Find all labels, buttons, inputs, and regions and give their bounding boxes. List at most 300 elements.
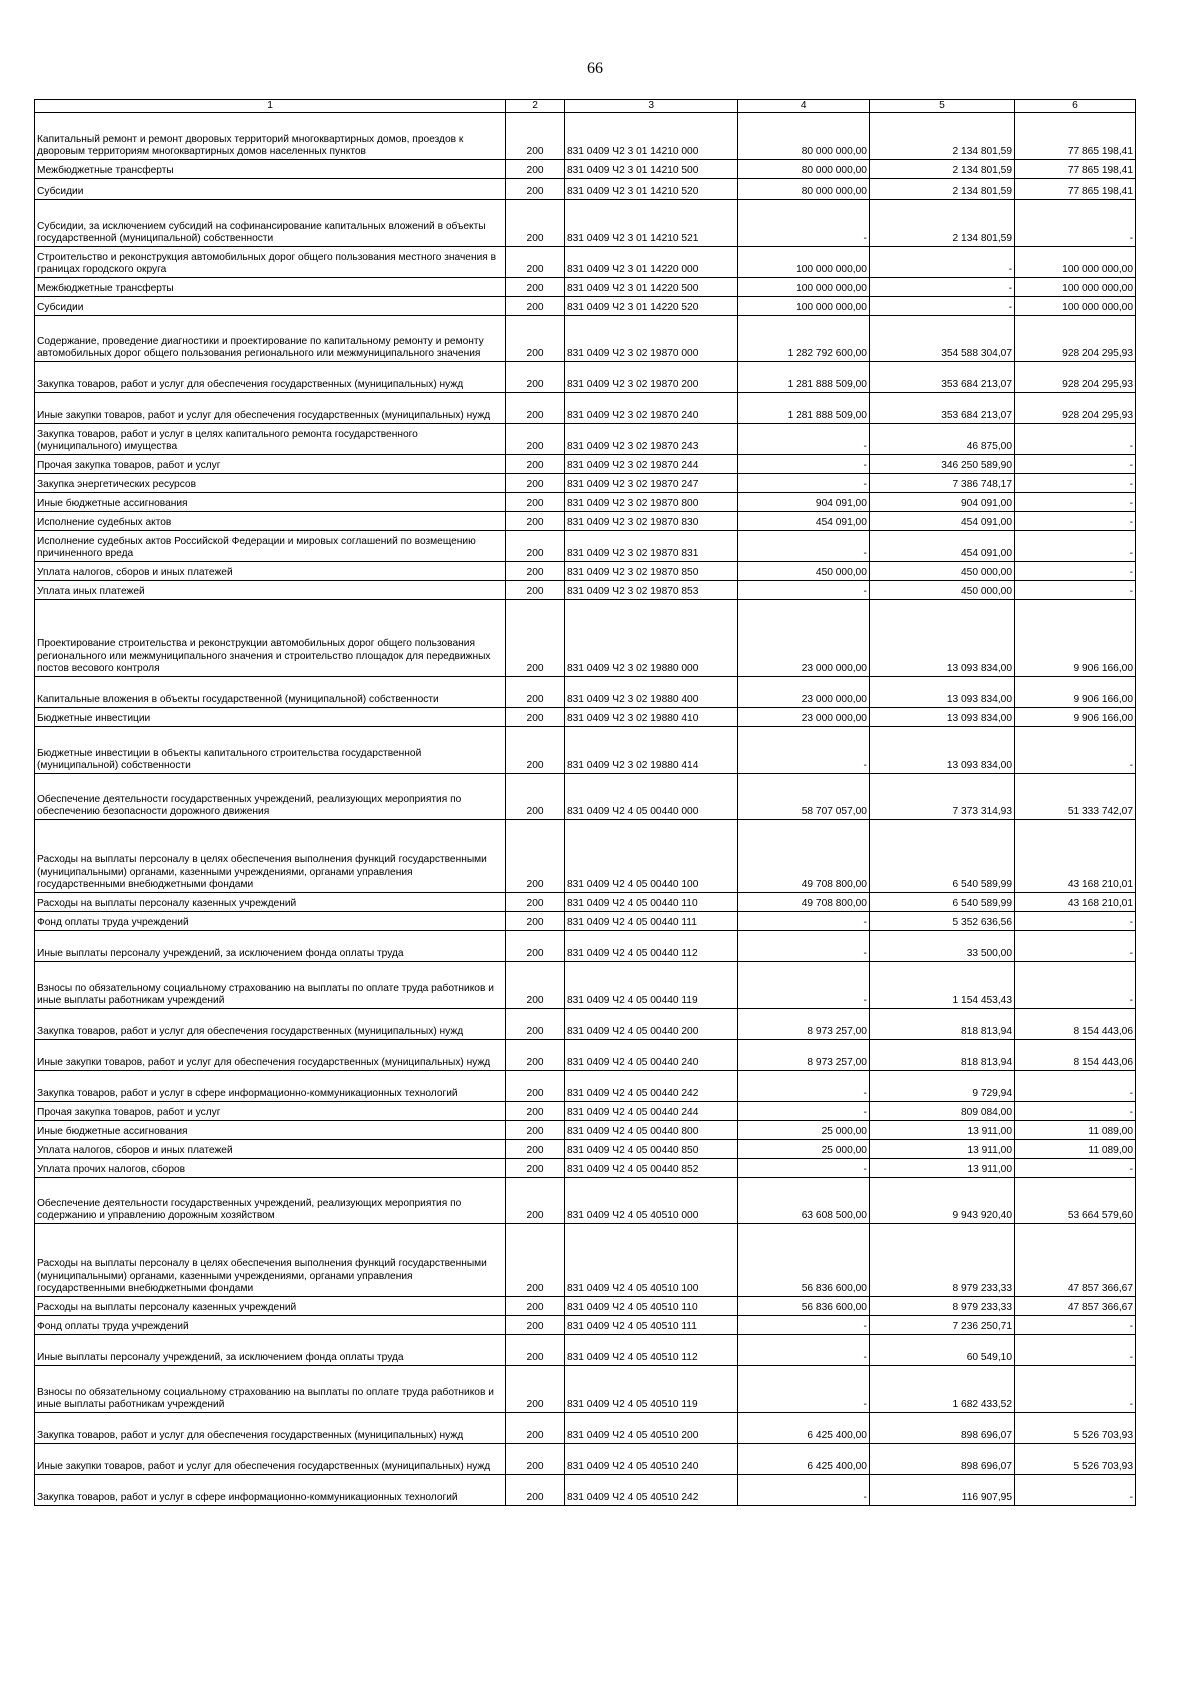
column-header: 1 [35,100,506,113]
row-admin-code: 200 [506,708,565,727]
row-name: Иные выплаты персоналу учреждений, за исключением фонда оплаты труда [35,1335,506,1366]
row-approved-amount: - [738,962,869,1009]
page-number: 66 [587,60,603,77]
row-unexecuted-amount: 100 000 000,00 [1015,278,1136,297]
row-unexecuted-amount: - [1015,581,1136,600]
table-header [35,100,1136,113]
row-unexecuted-amount: 100 000 000,00 [1015,297,1136,316]
row-unexecuted-amount: 9 906 166,00 [1015,600,1136,677]
row-admin-code: 200 [506,962,565,1009]
table-row [35,1413,1136,1444]
row-admin-code: 200 [506,424,565,455]
row-unexecuted-amount: 43 168 210,01 [1015,893,1136,912]
row-executed-amount: 60 549,10 [869,1335,1014,1366]
row-name: Бюджетные инвестиции в объекты капитального строительства государственной (муниципальной) собственности [35,727,506,774]
row-name: Закупка товаров, работ и услуг для обеспечения государственных (муниципальных) нужд [35,1413,506,1444]
table-row [35,1040,1136,1071]
row-approved-amount: - [738,912,869,931]
row-executed-amount: 809 084,00 [869,1102,1014,1121]
row-executed-amount: 904 091,00 [869,493,1014,512]
row-unexecuted-amount: - [1015,562,1136,581]
row-name: Закупка товаров, работ и услуг в сфере информационно-коммуникационных технологий [35,1071,506,1102]
row-executed-amount: - [869,247,1014,278]
row-admin-code: 200 [506,1102,565,1121]
row-unexecuted-amount: - [1015,1159,1136,1178]
table-row [35,581,1136,600]
table-row [35,1121,1136,1140]
row-unexecuted-amount: - [1015,1335,1136,1366]
row-admin-code: 200 [506,912,565,931]
table-row [35,1178,1136,1224]
row-admin-code: 200 [506,474,565,493]
table-row [35,893,1136,912]
row-admin-code: 200 [506,1475,565,1506]
row-name: Взносы по обязательному социальному страхованию на выплаты по оплате труда работников и иные выплаты работникам учреждений [35,962,506,1009]
row-unexecuted-amount: - [1015,493,1136,512]
row-budget-code: 831 0409 Ч2 4 05 40510 112 [564,1335,738,1366]
row-executed-amount: 354 588 304,07 [869,316,1014,362]
table-row [35,727,1136,774]
row-executed-amount: 346 250 589,90 [869,455,1014,474]
column-header: 5 [869,100,1014,113]
table-row [35,708,1136,727]
table-row [35,912,1136,931]
row-executed-amount: 898 696,07 [869,1444,1014,1475]
row-budget-code: 831 0409 Ч2 3 02 19880 414 [564,727,738,774]
table-row [35,247,1136,278]
row-admin-code: 200 [506,179,565,200]
table-row [35,512,1136,531]
row-budget-code: 831 0409 Ч2 3 01 14210 520 [564,179,738,200]
row-unexecuted-amount: - [1015,1316,1136,1335]
row-admin-code: 200 [506,1178,565,1224]
row-executed-amount: 9 943 920,40 [869,1178,1014,1224]
row-admin-code: 200 [506,297,565,316]
row-budget-code: 831 0409 Ч2 3 02 19880 000 [564,600,738,677]
row-executed-amount: 13 093 834,00 [869,727,1014,774]
column-numbers-row [35,100,1136,113]
row-executed-amount: 13 093 834,00 [869,708,1014,727]
row-approved-amount: - [738,1475,869,1506]
row-admin-code: 200 [506,1040,565,1071]
row-budget-code: 831 0409 Ч2 4 05 00440 200 [564,1009,738,1040]
row-unexecuted-amount: 5 526 703,93 [1015,1444,1136,1475]
table-row [35,424,1136,455]
row-approved-amount: - [738,1071,869,1102]
table-row [35,316,1136,362]
table-body [35,113,1136,1506]
row-budget-code: 831 0409 Ч2 3 02 19870 244 [564,455,738,474]
row-name: Прочая закупка товаров, работ и услуг [35,1102,506,1121]
row-executed-amount: 1 682 433,52 [869,1366,1014,1413]
table-row [35,1297,1136,1316]
row-budget-code: 831 0409 Ч2 4 05 40510 110 [564,1297,738,1316]
column-header: 6 [1015,100,1136,113]
row-unexecuted-amount: - [1015,912,1136,931]
row-admin-code: 200 [506,931,565,962]
row-admin-code: 200 [506,1444,565,1475]
row-budget-code: 831 0409 Ч2 3 02 19880 400 [564,677,738,708]
row-budget-code: 831 0409 Ч2 4 05 40510 100 [564,1224,738,1297]
row-executed-amount: 2 134 801,59 [869,200,1014,247]
row-executed-amount: 13 911,00 [869,1121,1014,1140]
row-name: Иные закупки товаров, работ и услуг для обеспечения государственных (муниципальных) нужд [35,1444,506,1475]
row-budget-code: 831 0409 Ч2 4 05 40510 200 [564,1413,738,1444]
table-row [35,1102,1136,1121]
row-name: Уплата налогов, сборов и иных платежей [35,562,506,581]
row-executed-amount: 1 154 453,43 [869,962,1014,1009]
row-admin-code: 200 [506,316,565,362]
row-admin-code: 200 [506,1335,565,1366]
row-admin-code: 200 [506,160,565,179]
table-row [35,931,1136,962]
row-name: Уплата иных платежей [35,581,506,600]
row-budget-code: 831 0409 Ч2 3 02 19870 850 [564,562,738,581]
table-row [35,962,1136,1009]
row-approved-amount: 904 091,00 [738,493,869,512]
row-executed-amount: 2 134 801,59 [869,179,1014,200]
table-row [35,179,1136,200]
row-budget-code: 831 0409 Ч2 3 02 19880 410 [564,708,738,727]
table-row [35,200,1136,247]
row-approved-amount: 49 708 800,00 [738,893,869,912]
row-admin-code: 200 [506,1140,565,1159]
row-budget-code: 831 0409 Ч2 4 05 00440 110 [564,893,738,912]
row-executed-amount: 353 684 213,07 [869,362,1014,393]
row-executed-amount: 8 979 233,33 [869,1224,1014,1297]
row-name: Закупка товаров, работ и услуг в целях капитального ремонта государственного (муниципального) имущества [35,424,506,455]
row-budget-code: 831 0409 Ч2 4 05 00440 800 [564,1121,738,1140]
table-row [35,362,1136,393]
row-name: Иные закупки товаров, работ и услуг для обеспечения государственных (муниципальных) нужд [35,393,506,424]
row-executed-amount: 7 373 314,93 [869,774,1014,820]
row-name: Расходы на выплаты персоналу в целях обеспечения выполнения функций государственными (муниципальными) органами, казенными учреждениями, органами управления государственными внебюджетными фондами [35,820,506,893]
row-unexecuted-amount: 43 168 210,01 [1015,820,1136,893]
row-executed-amount: 13 911,00 [869,1159,1014,1178]
table-row [35,297,1136,316]
row-budget-code: 831 0409 Ч2 3 02 19870 247 [564,474,738,493]
row-admin-code: 200 [506,1297,565,1316]
row-unexecuted-amount: - [1015,1071,1136,1102]
row-admin-code: 200 [506,455,565,474]
row-approved-amount: - [738,1102,869,1121]
row-admin-code: 200 [506,512,565,531]
row-admin-code: 200 [506,1224,565,1297]
row-executed-amount: 454 091,00 [869,512,1014,531]
row-budget-code: 831 0409 Ч2 3 02 19870 243 [564,424,738,455]
row-name: Строительство и реконструкция автомобильных дорог общего пользования местного значения в границах городского округа [35,247,506,278]
row-unexecuted-amount: 77 865 198,41 [1015,179,1136,200]
row-approved-amount: 8 973 257,00 [738,1040,869,1071]
row-executed-amount: 13 911,00 [869,1140,1014,1159]
row-admin-code: 200 [506,200,565,247]
table-row [35,562,1136,581]
row-name: Закупка товаров, работ и услуг в сфере информационно-коммуникационных технологий [35,1475,506,1506]
row-executed-amount: 454 091,00 [869,531,1014,562]
row-approved-amount: 56 836 600,00 [738,1297,869,1316]
row-budget-code: 831 0409 Ч2 3 01 14220 500 [564,278,738,297]
row-unexecuted-amount: 9 906 166,00 [1015,677,1136,708]
table-row [35,1335,1136,1366]
row-name: Исполнение судебных актов [35,512,506,531]
table-row [35,1366,1136,1413]
row-name: Иные бюджетные ассигнования [35,493,506,512]
row-name: Закупка товаров, работ и услуг для обеспечения государственных (муниципальных) нужд [35,362,506,393]
row-executed-amount: 450 000,00 [869,562,1014,581]
row-name: Расходы на выплаты персоналу казенных учреждений [35,1297,506,1316]
row-approved-amount: 1 281 888 509,00 [738,362,869,393]
row-executed-amount: 13 093 834,00 [869,677,1014,708]
row-name: Иные закупки товаров, работ и услуг для обеспечения государственных (муниципальных) нужд [35,1040,506,1071]
row-approved-amount: - [738,1366,869,1413]
row-budget-code: 831 0409 Ч2 4 05 00440 000 [564,774,738,820]
row-approved-amount: 80 000 000,00 [738,160,869,179]
table-row [35,113,1136,160]
row-name: Закупка товаров, работ и услуг для обеспечения государственных (муниципальных) нужд [35,1009,506,1040]
row-name: Субсидии [35,297,506,316]
row-budget-code: 831 0409 Ч2 3 02 19870 853 [564,581,738,600]
row-admin-code: 200 [506,247,565,278]
row-executed-amount: 2 134 801,59 [869,113,1014,160]
table-row [35,531,1136,562]
row-executed-amount: 2 134 801,59 [869,160,1014,179]
row-approved-amount: 6 425 400,00 [738,1413,869,1444]
row-unexecuted-amount: 9 906 166,00 [1015,708,1136,727]
row-approved-amount: 8 973 257,00 [738,1009,869,1040]
row-budget-code: 831 0409 Ч2 4 05 00440 112 [564,931,738,962]
row-name: Межбюджетные трансферты [35,278,506,297]
column-header: 3 [564,100,738,113]
row-unexecuted-amount: 77 865 198,41 [1015,160,1136,179]
row-unexecuted-amount: - [1015,1102,1136,1121]
row-approved-amount: 63 608 500,00 [738,1178,869,1224]
row-approved-amount: 56 836 600,00 [738,1224,869,1297]
row-unexecuted-amount: - [1015,531,1136,562]
row-admin-code: 200 [506,1121,565,1140]
row-name: Обеспечение деятельности государственных учреждений, реализующих мероприятия по содержанию и управлению дорожным хозяйством [35,1178,506,1224]
row-admin-code: 200 [506,393,565,424]
table-row [35,1071,1136,1102]
row-name: Уплата прочих налогов, сборов [35,1159,506,1178]
row-approved-amount: - [738,727,869,774]
row-budget-code: 831 0409 Ч2 3 02 19870 240 [564,393,738,424]
row-executed-amount: 6 540 589,99 [869,893,1014,912]
row-executed-amount: 9 729,94 [869,1071,1014,1102]
row-unexecuted-amount: - [1015,1366,1136,1413]
row-name: Иные бюджетные ассигнования [35,1121,506,1140]
row-admin-code: 200 [506,1159,565,1178]
row-name: Проектирование строительства и реконструкции автомобильных дорог общего пользования регионального или межмуниципального значения и строительство площадок для передвижных постов весового контроля [35,600,506,677]
row-admin-code: 200 [506,562,565,581]
row-budget-code: 831 0409 Ч2 4 05 00440 240 [564,1040,738,1071]
row-unexecuted-amount: 928 204 295,93 [1015,393,1136,424]
row-executed-amount: - [869,297,1014,316]
row-budget-code: 831 0409 Ч2 3 01 14210 000 [564,113,738,160]
row-name: Субсидии [35,179,506,200]
table-row [35,774,1136,820]
row-approved-amount: - [738,1335,869,1366]
table-row [35,455,1136,474]
row-name: Прочая закупка товаров, работ и услуг [35,455,506,474]
table-row [35,493,1136,512]
row-budget-code: 831 0409 Ч2 3 01 14220 520 [564,297,738,316]
row-approved-amount: 100 000 000,00 [738,247,869,278]
table-row [35,677,1136,708]
row-approved-amount: 454 091,00 [738,512,869,531]
row-approved-amount: 23 000 000,00 [738,600,869,677]
row-approved-amount: 49 708 800,00 [738,820,869,893]
row-name: Закупка энергетических ресурсов [35,474,506,493]
row-budget-code: 831 0409 Ч2 4 05 40510 111 [564,1316,738,1335]
row-admin-code: 200 [506,1071,565,1102]
table-row [35,1140,1136,1159]
row-executed-amount: 818 813,94 [869,1009,1014,1040]
row-executed-amount: 7 386 748,17 [869,474,1014,493]
row-admin-code: 200 [506,1316,565,1335]
row-executed-amount: 898 696,07 [869,1413,1014,1444]
row-budget-code: 831 0409 Ч2 4 05 00440 111 [564,912,738,931]
row-approved-amount: 80 000 000,00 [738,179,869,200]
row-name: Иные выплаты персоналу учреждений, за исключением фонда оплаты труда [35,931,506,962]
row-name: Субсидии, за исключением субсидий на софинансирование капитальных вложений в объекты государственной (муниципальной) собственности [35,200,506,247]
table-row [35,474,1136,493]
row-executed-amount: - [869,278,1014,297]
row-approved-amount: 23 000 000,00 [738,708,869,727]
table-row [35,1009,1136,1040]
row-budget-code: 831 0409 Ч2 3 02 19870 200 [564,362,738,393]
table-row [35,1224,1136,1297]
row-admin-code: 200 [506,531,565,562]
row-executed-amount: 6 540 589,99 [869,820,1014,893]
row-unexecuted-amount: 8 154 443,06 [1015,1040,1136,1071]
row-approved-amount: - [738,581,869,600]
row-unexecuted-amount: - [1015,1475,1136,1506]
row-admin-code: 200 [506,727,565,774]
row-admin-code: 200 [506,1366,565,1413]
row-approved-amount: - [738,474,869,493]
row-approved-amount: - [738,931,869,962]
row-executed-amount: 46 875,00 [869,424,1014,455]
row-name: Капитальный ремонт и ремонт дворовых территорий многоквартирных домов, проездов к дворовым территориям многоквартирных домов населенных пунктов [35,113,506,160]
row-budget-code: 831 0409 Ч2 4 05 40510 240 [564,1444,738,1475]
table-row [35,1444,1136,1475]
row-unexecuted-amount: 77 865 198,41 [1015,113,1136,160]
row-name: Фонд оплаты труда учреждений [35,912,506,931]
row-admin-code: 200 [506,278,565,297]
column-header: 4 [738,100,869,113]
row-executed-amount: 818 813,94 [869,1040,1014,1071]
row-executed-amount: 450 000,00 [869,581,1014,600]
row-name: Уплата налогов, сборов и иных платежей [35,1140,506,1159]
row-admin-code: 200 [506,774,565,820]
row-budget-code: 831 0409 Ч2 3 02 19870 831 [564,531,738,562]
row-unexecuted-amount: 47 857 366,67 [1015,1224,1136,1297]
row-unexecuted-amount: - [1015,512,1136,531]
row-unexecuted-amount: - [1015,200,1136,247]
table-row [35,820,1136,893]
row-admin-code: 200 [506,581,565,600]
row-unexecuted-amount: - [1015,474,1136,493]
row-admin-code: 200 [506,677,565,708]
row-executed-amount: 8 979 233,33 [869,1297,1014,1316]
row-unexecuted-amount: 8 154 443,06 [1015,1009,1136,1040]
row-unexecuted-amount: 928 204 295,93 [1015,316,1136,362]
table-row [35,278,1136,297]
row-unexecuted-amount: 51 333 742,07 [1015,774,1136,820]
row-budget-code: 831 0409 Ч2 4 05 40510 119 [564,1366,738,1413]
row-budget-code: 831 0409 Ч2 4 05 00440 242 [564,1071,738,1102]
row-name: Исполнение судебных актов Российской Федерации и мировых соглашений по возмещению причиненного вреда [35,531,506,562]
row-unexecuted-amount: 53 664 579,60 [1015,1178,1136,1224]
row-unexecuted-amount: 100 000 000,00 [1015,247,1136,278]
row-name: Межбюджетные трансферты [35,160,506,179]
row-budget-code: 831 0409 Ч2 4 05 00440 100 [564,820,738,893]
row-unexecuted-amount: - [1015,727,1136,774]
table-row [35,1475,1136,1506]
row-admin-code: 200 [506,600,565,677]
row-executed-amount: 5 352 636,56 [869,912,1014,931]
table-row [35,1159,1136,1178]
row-approved-amount: - [738,1159,869,1178]
row-approved-amount: - [738,455,869,474]
row-unexecuted-amount: 11 089,00 [1015,1121,1136,1140]
row-name: Расходы на выплаты персоналу казенных учреждений [35,893,506,912]
table-row [35,1316,1136,1335]
row-name: Расходы на выплаты персоналу в целях обеспечения выполнения функций государственными (муниципальными) органами, казенными учреждениями, органами управления государственными внебюджетными фондами [35,1224,506,1297]
row-approved-amount: 1 281 888 509,00 [738,393,869,424]
row-approved-amount: 58 707 057,00 [738,774,869,820]
row-budget-code: 831 0409 Ч2 4 05 00440 852 [564,1159,738,1178]
row-budget-code: 831 0409 Ч2 3 01 14210 500 [564,160,738,179]
row-approved-amount: 450 000,00 [738,562,869,581]
row-admin-code: 200 [506,1413,565,1444]
row-budget-code: 831 0409 Ч2 3 02 19870 830 [564,512,738,531]
row-executed-amount: 13 093 834,00 [869,600,1014,677]
row-name: Взносы по обязательному социальному страхованию на выплаты по оплате труда работников и иные выплаты работникам учреждений [35,1366,506,1413]
table-row [35,600,1136,677]
row-budget-code: 831 0409 Ч2 3 01 14220 000 [564,247,738,278]
row-approved-amount: - [738,531,869,562]
row-name: Бюджетные инвестиции [35,708,506,727]
row-executed-amount: 7 236 250,71 [869,1316,1014,1335]
row-approved-amount: 23 000 000,00 [738,677,869,708]
row-admin-code: 200 [506,113,565,160]
row-unexecuted-amount: 11 089,00 [1015,1140,1136,1159]
row-approved-amount: 1 282 792 600,00 [738,316,869,362]
row-unexecuted-amount: 928 204 295,93 [1015,362,1136,393]
row-unexecuted-amount: 5 526 703,93 [1015,1413,1136,1444]
row-approved-amount: - [738,200,869,247]
row-name: Обеспечение деятельности государственных учреждений, реализующих мероприятия по обеспечению безопасности дорожного движения [35,774,506,820]
row-unexecuted-amount: - [1015,962,1136,1009]
row-budget-code: 831 0409 Ч2 3 02 19870 800 [564,493,738,512]
row-approved-amount: 25 000,00 [738,1140,869,1159]
row-unexecuted-amount: - [1015,455,1136,474]
row-budget-code: 831 0409 Ч2 4 05 00440 850 [564,1140,738,1159]
row-name: Содержание, проведение диагностики и проектирование по капитальному ремонту и ремонту автомобильных дорог общего пользования регионального или межмуниципального значения [35,316,506,362]
row-budget-code: 831 0409 Ч2 4 05 40510 000 [564,1178,738,1224]
row-approved-amount: 80 000 000,00 [738,113,869,160]
column-header: 2 [506,100,565,113]
row-admin-code: 200 [506,893,565,912]
row-unexecuted-amount: 47 857 366,67 [1015,1297,1136,1316]
row-admin-code: 200 [506,1009,565,1040]
row-executed-amount: 116 907,95 [869,1475,1014,1506]
row-budget-code: 831 0409 Ч2 3 01 14210 521 [564,200,738,247]
row-name: Фонд оплаты труда учреждений [35,1316,506,1335]
row-approved-amount: 6 425 400,00 [738,1444,869,1475]
row-budget-code: 831 0409 Ч2 4 05 00440 119 [564,962,738,1009]
